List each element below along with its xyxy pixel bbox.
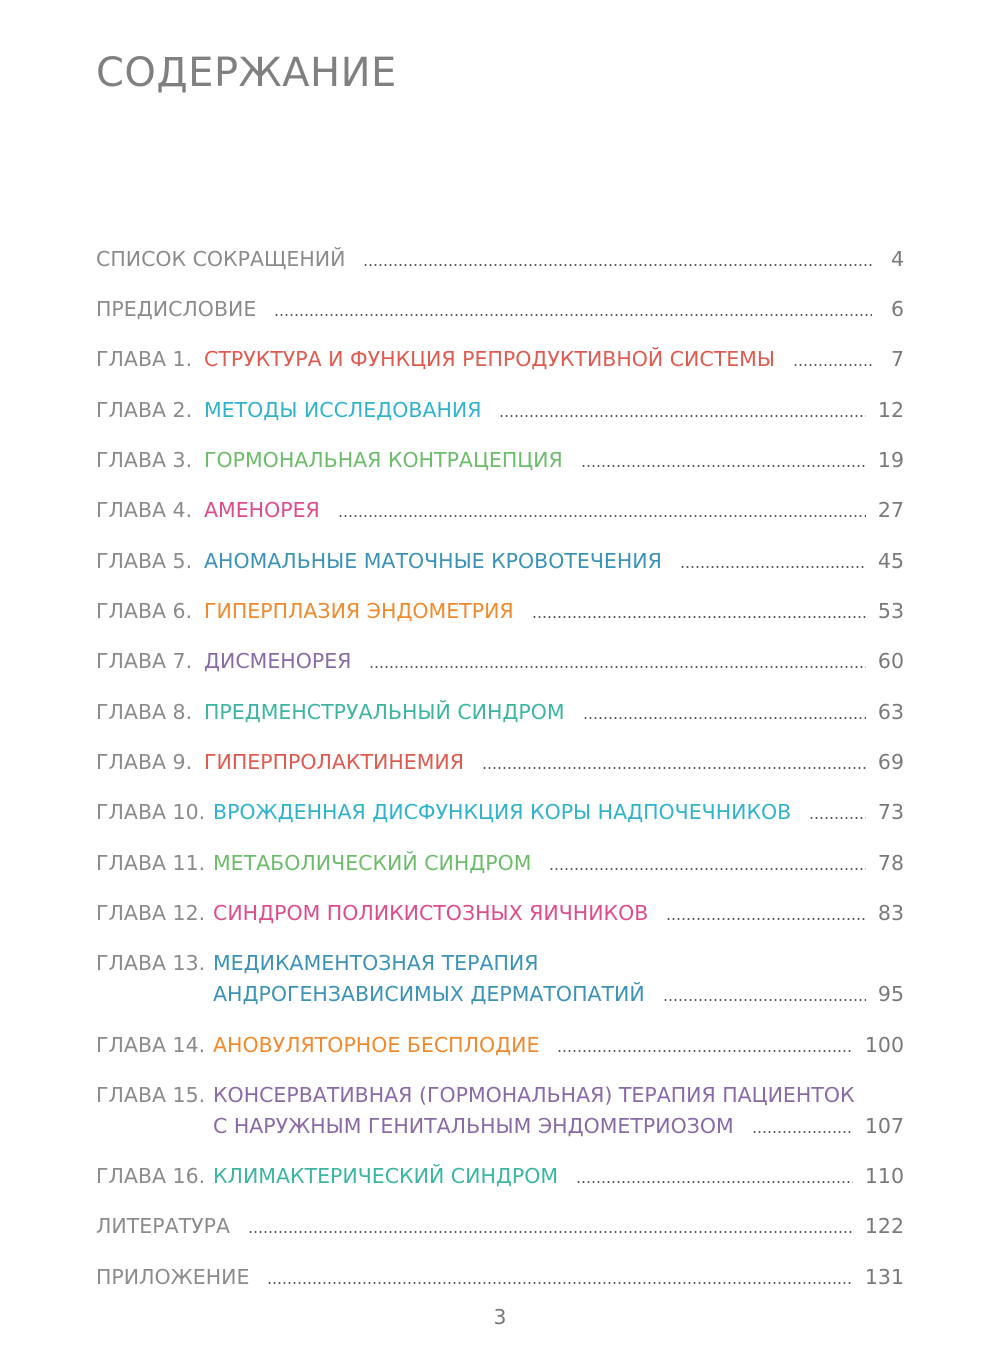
chapter-title: АМЕНОРЕЯ <box>204 498 320 522</box>
dot-leader <box>248 1231 853 1233</box>
chapter-number: ГЛАВА 9. <box>96 750 193 774</box>
chapter-title: ПРЕДМЕНСТРУАЛЬНЫЙ СИНДРОМ <box>204 700 565 724</box>
toc-page-number: 122 <box>864 1214 904 1238</box>
toc-entry-label: ПРИЛОЖЕНИЕ <box>96 1265 250 1289</box>
dot-leader <box>274 314 872 316</box>
dot-leader <box>583 717 866 719</box>
chapter-number: ГЛАВА 8. <box>96 700 193 724</box>
chapter-number: ГЛАВА 5. <box>96 549 193 573</box>
chapter-title: ГИПЕРПРОЛАКТИНЕМИЯ <box>204 750 464 774</box>
chapter-title: ГИПЕРПЛАЗИЯ ЭНДОМЕТРИЯ <box>204 599 514 623</box>
chapter-number: ГЛАВА 11. <box>96 851 206 875</box>
toc-page-number: 6 <box>890 297 904 321</box>
toc-chapter-entry[interactable] <box>96 948 904 1006</box>
toc-chapter-entry[interactable] <box>96 445 904 475</box>
toc-chapter-entry[interactable] <box>96 344 904 374</box>
chapter-title: МЕТАБОЛИЧЕСКИЙ СИНДРОМ <box>213 851 532 875</box>
chapter-number: ГЛАВА 15. <box>96 1083 206 1107</box>
toc-page-number: 53 <box>877 599 904 623</box>
toc-page-number: 78 <box>877 851 904 875</box>
chapter-number: ГЛАВА 2. <box>96 398 193 422</box>
chapter-number: ГЛАВА 1. <box>96 347 193 371</box>
chapter-number: ГЛАВА 14. <box>96 1033 206 1057</box>
toc-chapter-entry[interactable] <box>96 646 904 676</box>
toc-page-number: 4 <box>890 247 904 271</box>
dot-leader <box>793 364 872 366</box>
toc-entry[interactable] <box>96 1262 904 1292</box>
toc-page-number: 12 <box>877 398 904 422</box>
dot-leader <box>752 1131 853 1133</box>
dot-leader <box>499 415 865 417</box>
toc-page-number: 45 <box>877 549 904 573</box>
dot-leader <box>363 264 872 266</box>
page-number: 3 <box>493 1305 507 1329</box>
dot-leader <box>576 1181 853 1183</box>
toc-entry[interactable] <box>96 294 904 324</box>
chapter-title: КОНСЕРВАТИВНАЯ (ГОРМОНАЛЬНАЯ) ТЕРАПИЯ ПАЦИЕНТОК <box>213 1083 855 1107</box>
dot-leader <box>532 616 866 618</box>
chapter-number: ГЛАВА 3. <box>96 448 193 472</box>
dot-leader <box>809 817 866 819</box>
toc-chapter-entry[interactable] <box>96 1030 904 1060</box>
toc-entry[interactable] <box>96 1211 904 1241</box>
toc-entry-label: ПРЕДИСЛОВИЕ <box>96 297 257 321</box>
toc-page-number: 63 <box>877 700 904 724</box>
toc-chapter-entry[interactable] <box>96 898 904 928</box>
chapter-number: ГЛАВА 12. <box>96 901 206 925</box>
chapter-title: МЕТОДЫ ИССЛЕДОВАНИЯ <box>204 398 482 422</box>
toc-page-number: 83 <box>877 901 904 925</box>
toc-page-number: 100 <box>864 1033 904 1057</box>
toc-page-number: 73 <box>877 800 904 824</box>
toc-chapter-entry[interactable] <box>96 697 904 727</box>
dot-leader <box>666 918 866 920</box>
toc-page-number: 107 <box>864 1114 904 1138</box>
chapter-title-continued: АНДРОГЕНЗАВИСИМЫХ ДЕРМАТОПАТИЙ <box>213 982 645 1006</box>
toc-chapter-entry[interactable] <box>96 495 904 525</box>
dot-leader <box>338 515 866 517</box>
chapter-title: ВРОЖДЕННАЯ ДИСФУНКЦИЯ КОРЫ НАДПОЧЕЧНИКОВ <box>213 800 792 824</box>
page-title: СОДЕРЖАНИЕ <box>96 50 397 96</box>
dot-leader <box>680 566 866 568</box>
toc-chapter-entry[interactable] <box>96 797 904 827</box>
chapter-number: ГЛАВА 16. <box>96 1164 206 1188</box>
toc-chapter-entry[interactable] <box>96 1161 904 1191</box>
dot-leader <box>369 666 865 668</box>
toc-entry-label: ЛИТЕРАТУРА <box>96 1214 231 1238</box>
dot-leader <box>482 767 866 769</box>
chapter-number: ГЛАВА 7. <box>96 649 193 673</box>
chapter-title: ГОРМОНАЛЬНАЯ КОНТРАЦЕПЦИЯ <box>204 448 563 472</box>
chapter-number: ГЛАВА 4. <box>96 498 193 522</box>
toc-entry[interactable] <box>96 244 904 274</box>
chapter-title: ДИСМЕНОРЕЯ <box>204 649 352 673</box>
chapter-title: СТРУКТУРА И ФУНКЦИЯ РЕПРОДУКТИВНОЙ СИСТЕМЫ <box>204 347 775 371</box>
toc-page-number: 60 <box>877 649 904 673</box>
toc-page-number: 19 <box>877 448 904 472</box>
chapter-title: АНОВУЛЯТОРНОЕ БЕСПЛОДИЕ <box>213 1033 540 1057</box>
chapter-title: КЛИМАКТЕРИЧЕСКИЙ СИНДРОМ <box>213 1164 559 1188</box>
chapter-title: МЕДИКАМЕНТОЗНАЯ ТЕРАПИЯ <box>213 951 539 975</box>
toc-page-number: 95 <box>877 982 904 1006</box>
dot-leader <box>581 465 866 467</box>
toc-page-number: 69 <box>877 750 904 774</box>
dot-leader <box>663 999 866 1001</box>
dot-leader <box>549 868 865 870</box>
toc-page-number: 27 <box>877 498 904 522</box>
chapter-number: ГЛАВА 6. <box>96 599 193 623</box>
toc-entry-label: СПИСОК СОКРАЩЕНИЙ <box>96 247 346 271</box>
toc-chapter-entry[interactable] <box>96 747 904 777</box>
dot-leader <box>267 1282 852 1284</box>
chapter-number: ГЛАВА 13. <box>96 951 206 975</box>
toc-page-number: 110 <box>864 1164 904 1188</box>
toc-chapter-entry[interactable] <box>96 1080 904 1138</box>
toc-chapter-entry[interactable] <box>96 395 904 425</box>
toc-chapter-entry[interactable] <box>96 546 904 576</box>
toc-chapter-entry[interactable] <box>96 596 904 626</box>
dot-leader <box>557 1050 852 1052</box>
chapter-title: СИНДРОМ ПОЛИКИСТОЗНЫХ ЯИЧНИКОВ <box>213 901 649 925</box>
toc-page-number: 131 <box>864 1265 904 1289</box>
chapter-title-continued: С НАРУЖНЫМ ГЕНИТАЛЬНЫМ ЭНДОМЕТРИОЗОМ <box>213 1114 734 1138</box>
chapter-title: АНОМАЛЬНЫЕ МАТОЧНЫЕ КРОВОТЕЧЕНИЯ <box>204 549 662 573</box>
toc-page-number: 7 <box>890 347 904 371</box>
toc-chapter-entry[interactable] <box>96 848 904 878</box>
chapter-number: ГЛАВА 10. <box>96 800 206 824</box>
